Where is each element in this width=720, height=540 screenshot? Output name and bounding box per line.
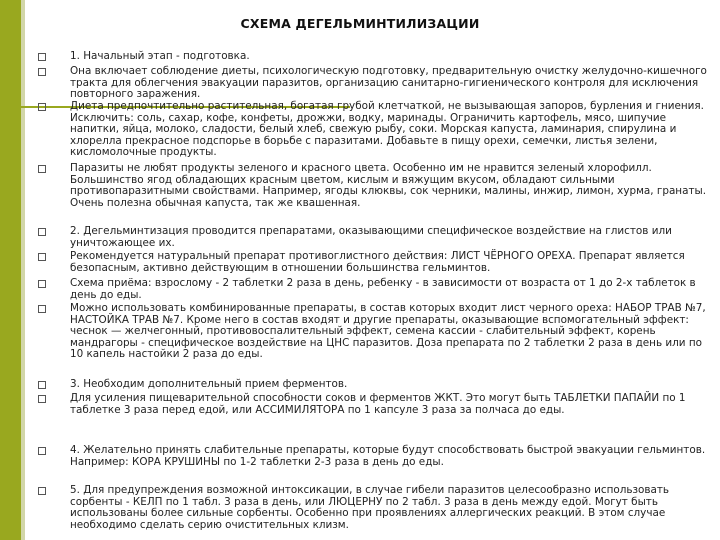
list-item-text: 5. Для предупреждения возможной интоксикации, в случае гибели паразитов целесообразно использовать сорбенты - КЕЛП по 1 табл. 3 раза в день, или ЛЮЦЕРНУ по 2 табл. 3 раза в день между едой. Могут быть использованы более сильные сорбенты. Особенно при проявлениях аллергических реакций. В этом случае необходимо сделать серию очистительных клизм. <box>70 484 670 531</box>
square-bullet-icon <box>38 280 46 288</box>
list-item-text: 2. Дегельминтизация проводится препаратами, оказывающими специфическое воздействие на глистов или уничтожающее их. <box>70 225 672 249</box>
square-bullet-icon <box>38 381 46 389</box>
square-bullet-icon <box>38 228 46 236</box>
left-accent-bar <box>0 0 21 540</box>
left-accent-stripe <box>21 0 25 540</box>
list-item-text: Диета предпочтительно растительная, богатая грубой клетчаткой, не вызывающая запоров, бурления и гниения. Исключить: соль, сахар, кофе, конфеты, дрожжи, водку, маринады. Ограничить картофель, мясо, шипучие напитки, яйца, молоко, сладости, белый хлеб, свежую рыбу, соки. Морская капуста, ламинария, спирулина и хлорелла прекрасное подспорье в борьбе с паразитами. Добавьте в пищу орехи, семечки, листья зелени, кисломолочные продукты. <box>70 100 704 159</box>
list-item-text: Можно использовать комбинированные препараты, в состав которых входит лист черного ореха: НАБОР ТРАВ №7, НАСТОЙКА ТРАВ №7. Кроме него в состав входят и другие препараты, оказывающие вспомогательный эффект: чеснок — желчегонный, противовоспалительный эффект, семена кассии - слабительный эффект, корень мандрагоры - специфическое воздействие на ЦНС паразитов. Доза препарата по 2 таблетки 2 раза в день или по 10 капель настойки 2 раза до еды. <box>70 302 706 361</box>
list-item-text: Она включает соблюдение диеты, психологическую подготовку, предварительную очистку желудочно-кишечного тракта для облегчения эвакуации паразитов, организацию санитарно-гигиенического контроля для исключения повторного заражения. <box>70 65 707 101</box>
square-bullet-icon <box>38 68 46 76</box>
list-item-text: Схема приёма: взрослому - 2 таблетки 2 раза в день, ребенку - в зависимости от возраста от 1 до 2-х таблеток в день до еды. <box>70 277 696 301</box>
list-item-text: 1. Начальный этап - подготовка. <box>70 50 250 62</box>
square-bullet-icon <box>38 103 46 111</box>
list-item-text: Для усиления пищеварительной способности соков и ферментов ЖКТ. Это могут быть ТАБЛЕТКИ ПАПАЙИ по 1 таблетке 3 раза перед едой, или АССИМИЛЯТОРА по 1 капсуле 3 раза за полчаса до еды. <box>70 392 686 416</box>
list-item-text: 4. Желательно принять слабительные препараты, которые будут способствовать быстрой эвакуации гельминтов. Например: КОРА КРУШИНЫ по 1-2 таблетки 2-3 раза в день до еды. <box>70 444 706 468</box>
square-bullet-icon <box>38 447 46 455</box>
list-item-text: Рекомендуется натуральный препарат противоглистного действия: ЛИСТ ЧЁРНОГО ОРЕХА. Препарат является безопасным, активно действующим в отношении большинства гельминтов. <box>70 250 685 274</box>
square-bullet-icon <box>38 165 46 173</box>
list-item-text: Паразиты не любят продукты зеленого и красного цвета. Особенно им не нравится зеленый хлорофилл. Большинство ягод обладающих красным цветом, кислым и вяжущим вкусом, обладают сильными противопаразитными свойствами. Например, ягоды клюквы, сок черники, малины, инжир, лимон, хурма, гранаты. Очень полезна обычная капуста, так же квашенная. <box>70 162 707 209</box>
page-title: СХЕМА ДЕГЕЛЬМИНТИЛИЗАЦИИ <box>240 16 480 31</box>
square-bullet-icon <box>38 305 46 313</box>
list-item-text: 3. Необходим дополнительный прием ферментов. <box>70 378 348 390</box>
square-bullet-icon <box>38 395 46 403</box>
square-bullet-icon <box>38 253 46 261</box>
square-bullet-icon <box>38 53 46 61</box>
square-bullet-icon <box>38 487 46 495</box>
